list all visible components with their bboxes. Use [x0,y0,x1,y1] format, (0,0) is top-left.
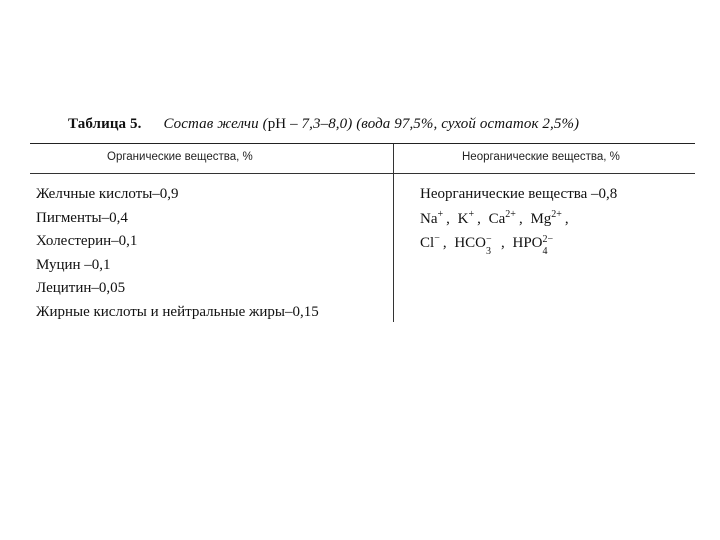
header-inorganic: Неорганические вещества, % [462,151,620,163]
inorganic-column [420,183,710,257]
organic-row-cholesterol: Холестерин–0,1 [36,233,138,250]
column-divider [393,144,394,322]
inorganic-total: Неорганические вещества –0,8 [420,186,618,202]
ion-hydrogen-phosphate: HPO 2− 4 [512,233,554,257]
table-title-rest: – 7,3–8,0) (вода 97,5%, сухой остаток 2,5%) [286,116,580,132]
table-top-rule [30,143,695,144]
ion-potassium: K+ [457,208,475,227]
organic-row-pigments: Пигменты–0,4 [36,209,128,226]
organic-row-mucin: Муцин –0,1 [36,256,111,273]
organic-row-fatty-acids: Жирные кислоты и нейтральные жиры–0,15 [36,303,319,320]
organic-row-lecithin: Лецитин–0,05 [36,280,126,297]
table-header-rule [30,173,695,174]
cations-row: Na+ , K+ , $Ca^{2+}$ , $Mg^{2+}$ , [420,208,710,233]
organic-column [36,183,391,325]
ion-calcium: $Ca^{2+}$ [488,208,516,227]
table-title [163,116,579,132]
ion-magnesium: $Mg^{2+}$ [530,208,562,227]
table-caption [68,116,708,133]
table-label: Таблица 5. [68,116,142,132]
ion-sodium: Na+ [420,208,444,227]
ph-symbol: pH [267,116,287,132]
ion-chloride: Cl− [420,233,440,251]
table-title-text: Состав желчи ( [163,116,268,132]
organic-row-bile-acids: Желчные кислоты–0,9 [36,186,179,202]
header-organic: Органические вещества, % [107,151,253,163]
ion-bicarbonate: HCO − 3 [454,233,492,257]
anions-row: Cl− , HCO − 3 , HPO 2− 4 [420,233,554,257]
